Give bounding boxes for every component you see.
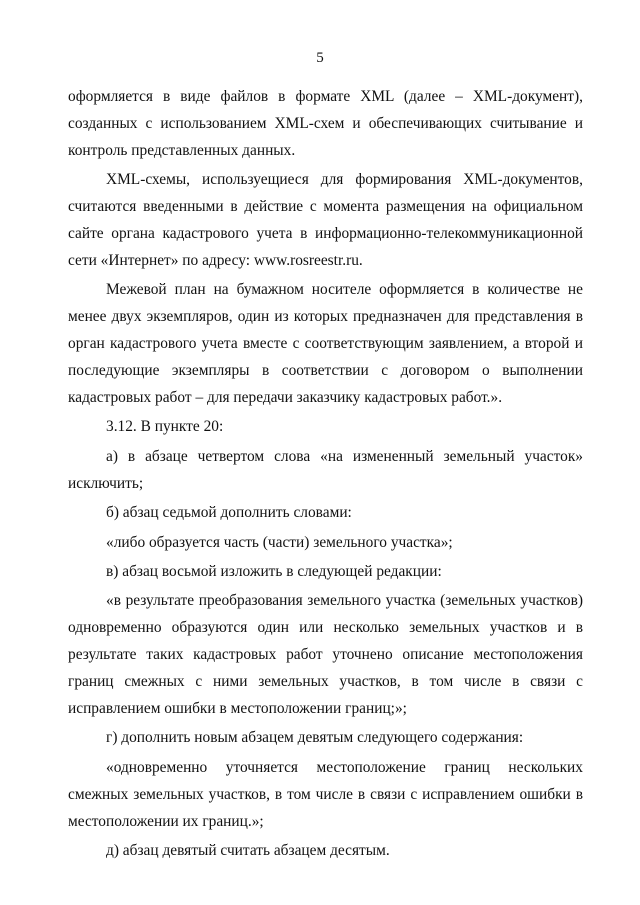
paragraph-subitem-g: г) дополнить новым абзацем девятым следующего содержания: — [106, 729, 524, 747]
paragraph-continuation: оформляется в виде файлов в формате XML (далее – XML-документ), созданных с использованием XML-схем и обеспечивающих считывание и контроль представленных данных. — [68, 88, 583, 159]
paragraph-paper-boundary-plan: Межевой план на бумажном носителе оформляется в количестве не менее двух экземпляров, один из которых предназначен для представления в орган кадастрового учета вместе с соответствующим заявлением, а второй и последующие экземпляры в соответствии с договором о выполнении кадастровых работ – для передачи заказчику кадастровых работ.». — [68, 281, 583, 406]
paragraph-subitem-b: б) абзац седьмой дополнить словами: — [106, 504, 352, 522]
paragraph-quote-boundary-clarification: «одновременно уточняется местоположение границ нескольких смежных земельных участков, в том числе в связи с исправлением ошибки в местоположении их границ.»; — [68, 758, 583, 830]
paragraph-quote-transformation: «в результате преобразования земельного участка (земельных участков) одновременно образуются один или несколько земельных участков и в результате таких кадастровых работ уточнено описание местоположения границ смежных с ними земельных участков, в том числе в связи с исправлением ошибки в местоположении границ;»; — [68, 592, 583, 717]
page-number: 5 — [316, 50, 324, 66]
document-body — [68, 84, 583, 867]
paragraph-quote-part-of-parcel: «либо образуется часть (части) земельного участка»; — [106, 533, 453, 551]
paragraph-subitem-v: в) абзац восьмой изложить в следующей редакции: — [106, 562, 442, 580]
paragraph-item-3-12: 3.12. В пункте 20: — [106, 418, 224, 436]
paragraph-subitem-d: д) абзац девятый считать абзацем десятым. — [106, 841, 390, 859]
paragraph-subitem-a: а) в абзаце четвертом слова «на измененный земельный участок» исключить; — [68, 447, 583, 492]
paragraph-xml-schemas: XML-схемы, используещиеся для формирования XML-документов, считаются введенными в действие с момента размещения на официальном сайте органа кадастрового учета в информационно-телекоммуникационной сети «Интернет» по адресу: www.rosreestr.ru. — [68, 171, 583, 269]
